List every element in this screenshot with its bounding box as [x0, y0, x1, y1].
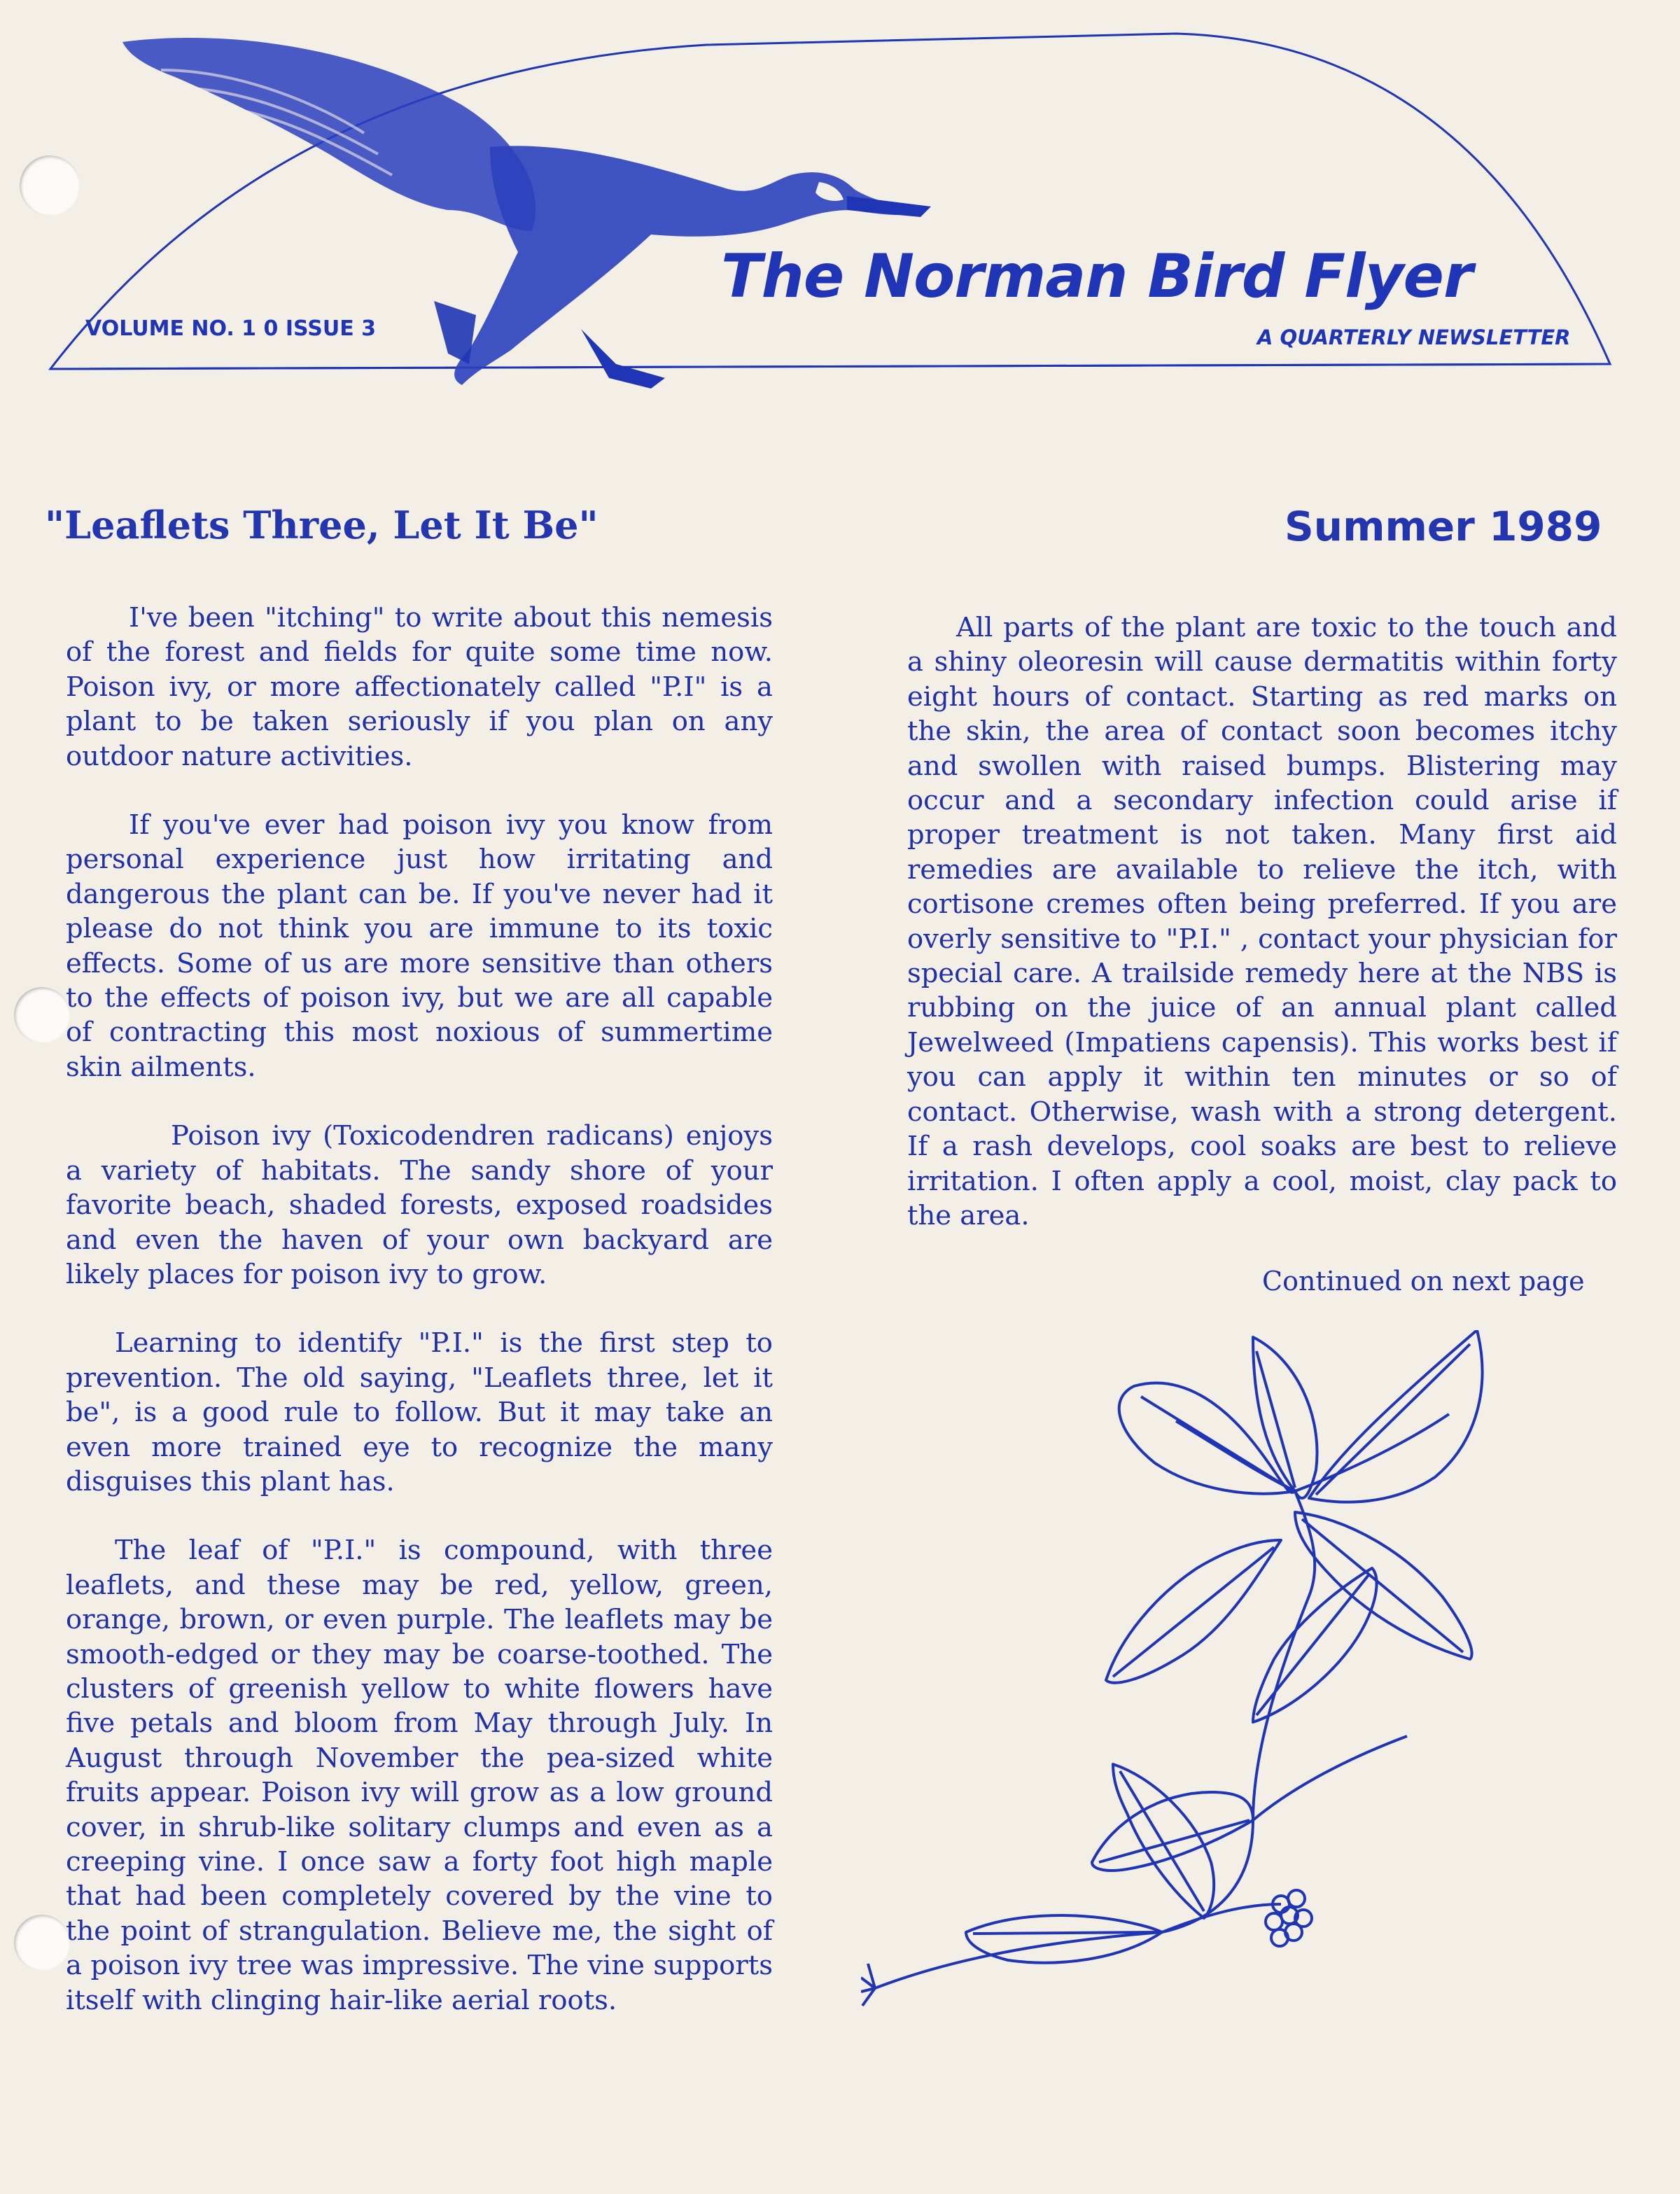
paragraph: Poison ivy (Toxicodendren radicans) enjoys a variety of habitats. The sandy shore of your favorite beach, shaded forests, exposed roadsides and even the haven of your own backyard are likely places for poison ivy to grow.: [66, 1120, 773, 1290]
paragraph: All parts of the plant are toxic to the touch and a shiny oleoresin will cause dermatitis within forty eight hours of contact. Starting as red marks on the skin, the area of contact soon becomes itchy and swollen with raised bumps. Blistering may occur and a secondary infection could arise if proper treatment is not taken. Many first aid remedies are available to relieve the itch, with cortisone cremes often being preferred. If you are overly sensitive to "P.I." , contact your physician for special care. A trailside remedy here at the NBS is rubbing on the juice of an annual plant called Jewelweed (Impatiens capensis). This works best if you can apply it within ten minutes or so of contact. Otherwise, wash with a strong detergent. If a rash develops, cool soaks are best to relieve irritation. I often apply a cool, moist, clay pack to the area.: [907, 612, 1617, 1231]
newsletter-title: The Norman Bird Flyer: [721, 242, 1473, 312]
poison-ivy-illustration: [861, 1330, 1631, 2114]
masthead-arc-and-goose: [0, 0, 1680, 420]
paragraph: I've been "itching" to write about this nemesis of the forest and fields for quite some time now. Poison ivy, or more affectionately called "P.I" is a plant to be taken seriously if you plan on any outdoor nature activities.: [66, 602, 773, 772]
right-column: [907, 610, 1617, 1267]
binder-hole-bottom: [14, 1915, 70, 1971]
newsletter-subtitle: A QUARTERLY NEWSLETTER: [1257, 326, 1571, 349]
paragraph: If you've ever had poison ivy you know from personal experience just how irritating and dangerous the plant can be. If you've never had it please do not think you are immune to its toxic effects. Some of us are more sensitive than others to the effects of poison ivy, but we are all capable of contracting this most noxious of summertime skin ailments.: [66, 809, 773, 1083]
article-headline: "Leaflets Three, Let It Be": [45, 503, 598, 547]
masthead: [0, 0, 1680, 420]
binder-hole-middle: [14, 987, 70, 1043]
paragraph: The leaf of "P.I." is compound, with three leaflets, and these may be red, yellow, green, orange, brown, or even purple. The leaflets may be smooth-edged or they may be coarse-toothed. The clusters of greenish yellow to white flowers have five petals and bloom from May through July. In August through November the pea-sized white fruits appear. Poison ivy will grow as a low ground cover, in shrub-like solitary clumps and even as a creeping vine. I once saw a forty foot high maple that had been completely covered by the vine to the point of strangulation. Believe me, the sight of a poison ivy tree was impressive. The vine supports itself with clinging hair-like aerial roots.: [66, 1535, 773, 2016]
left-column: [66, 601, 773, 2052]
volume-issue: VOLUME NO. 1 0 ISSUE 3: [85, 316, 377, 341]
issue-season: Summer 1989: [1284, 503, 1602, 550]
continued-note: Continued on next page: [1262, 1266, 1585, 1297]
paragraph: Learning to identify "P.I." is the first step to prevention. The old saying, "Leaflets three, let it be", is a good rule to follow. But it may take an even more trained eye to recognize the many disguises this plant has.: [66, 1327, 773, 1497]
